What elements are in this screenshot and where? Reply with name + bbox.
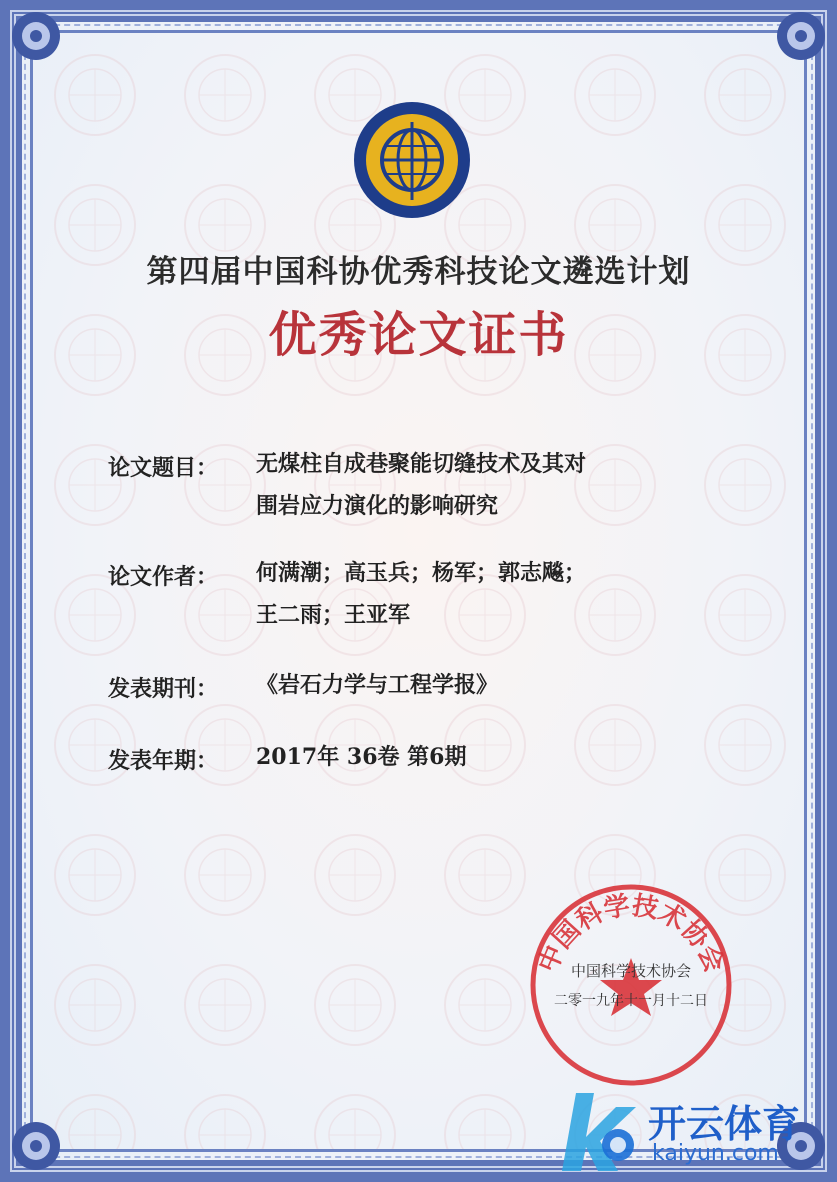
field-value-line: 王二雨；王亚军 [256, 602, 411, 628]
watermark-logo [556, 1085, 826, 1175]
seal-organization: 中国科学技术协会 [570, 962, 691, 980]
field-value-line: 2017年 36卷 第6期 [256, 744, 467, 770]
certificate-title: 优秀论文证书 [268, 307, 569, 363]
corner-ornament-icon [771, 6, 831, 66]
k-logo-icon [556, 1085, 646, 1175]
field-value-line: 何满潮；高玉兵；杨军；郭志飚； [256, 560, 587, 586]
field-value-line: 《岩石力学与工程学报》 [256, 672, 499, 698]
field-value-line: 围岩应力演化的影响研究 [256, 493, 499, 519]
field-value [256, 664, 726, 706]
corner-ornament-icon [6, 1116, 66, 1176]
certificate-subtitle: 第四届中国科协优秀科技论文遴选计划 [146, 254, 691, 290]
field-value-line: 无煤柱自成巷聚能切缝技术及其对 [256, 451, 587, 477]
cast-emblem-icon [352, 100, 472, 220]
field-label: 论文作者： [108, 564, 219, 590]
field-label: 发表年期： [108, 748, 219, 774]
field-label: 发表期刊： [108, 676, 219, 702]
field-value [256, 443, 726, 527]
official-seal-stamp [526, 880, 736, 1090]
field-value [256, 552, 726, 636]
issue-date: 二零一九年十一月十二日 [554, 993, 708, 1009]
seal-arc-text: 中国科学技术协会 [532, 890, 730, 977]
brand-name: 开云体育 [648, 1102, 801, 1146]
field-value [256, 736, 726, 778]
corner-ornament-icon [6, 6, 66, 66]
brand-url: kaiyun.com [652, 1141, 779, 1166]
field-label: 论文题目： [108, 455, 219, 481]
